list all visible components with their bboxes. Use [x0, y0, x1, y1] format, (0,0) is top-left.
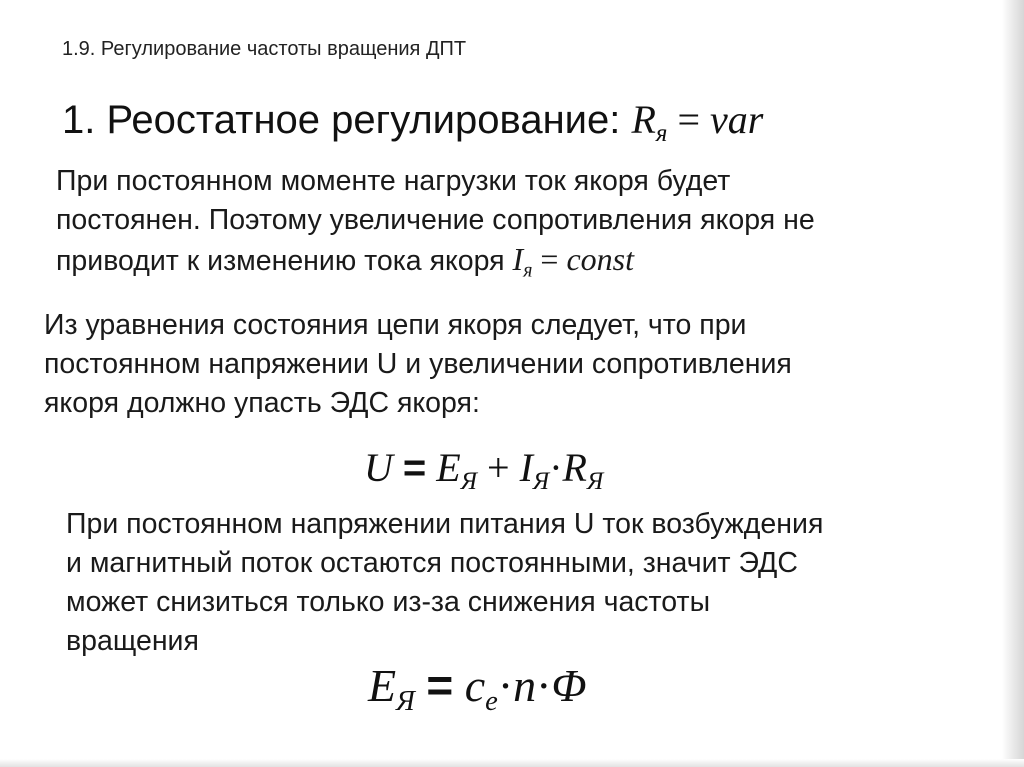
eq2-term-constant-subscript: e: [485, 686, 498, 718]
paragraph-emf-drop: [44, 306, 792, 423]
paragraph-armature-current: [56, 162, 815, 290]
current-formula-relation: =: [540, 241, 559, 277]
paragraph-speed-reduction: [66, 505, 823, 661]
heading-formula-relation: =: [677, 97, 701, 142]
paragraph-line: Из уравнения состояния цепи якоря следует, что при: [44, 309, 747, 341]
slide-heading: [62, 96, 763, 148]
eq1-term-resistance-subscript: Я: [586, 467, 604, 495]
eq1-term-current: I: [519, 445, 533, 490]
paragraph-line: При постоянном напряжении питания U ток возбуждения: [66, 508, 824, 540]
eq1-term-resistance: R: [562, 445, 587, 490]
slide-frame-shadow-right: [1002, 0, 1024, 767]
eq2-equals: =: [426, 659, 454, 711]
eq2-lhs: E: [368, 660, 397, 711]
paragraph-line: вращения: [66, 625, 199, 657]
eq1-term-emf: E: [436, 445, 461, 490]
current-formula-symbol: I: [512, 241, 524, 277]
eq1-term-current-subscript: Я: [532, 467, 550, 495]
slide-frame-shadow-bottom: [0, 759, 1024, 767]
eq2-term-flux: Φ: [551, 660, 587, 711]
current-formula-subscript: я: [523, 259, 533, 282]
heading-formula-value: var: [710, 97, 764, 142]
eq1-lhs: U: [364, 445, 393, 490]
heading-formula-subscript: я: [655, 119, 668, 147]
paragraph-line: приводит к изменению тока якоря: [56, 245, 505, 277]
eq2-dot: ·: [536, 660, 552, 711]
heading-text: 1. Реостатное регулирование:: [62, 98, 621, 142]
paragraph-line: якоря должно упасть ЭДС якоря:: [44, 387, 480, 419]
eq1-plus: +: [487, 445, 510, 490]
paragraph-line: постоянен. Поэтому увеличение сопротивления якоря не: [56, 204, 815, 236]
slide-subtitle: 1.9. Регулирование частоты вращения ДПТ: [62, 38, 467, 60]
paragraph-line: может снизиться только из-за снижения частоты: [66, 586, 711, 618]
paragraph-line: При постоянном моменте нагрузки ток якоря будет: [56, 165, 731, 197]
eq1-equals: =: [402, 446, 427, 490]
eq2-term-constant: c: [464, 660, 486, 711]
eq2-lhs-subscript: Я: [396, 686, 415, 718]
armature-circuit-equation: [364, 444, 603, 496]
paragraph-line-with-formula: [56, 240, 815, 290]
emf-equation: [368, 658, 587, 718]
eq2-dot: ·: [497, 660, 514, 711]
eq1-term-emf-subscript: Я: [460, 467, 477, 495]
current-formula-value: const: [566, 241, 635, 277]
current-formula: [512, 241, 635, 282]
eq1-dot: ·: [549, 445, 563, 490]
eq2-term-speed: n: [513, 660, 537, 711]
heading-formula: [631, 97, 764, 147]
heading-formula-symbol: R: [631, 97, 656, 142]
paragraph-line: и магнитный поток остаются постоянными, значит ЭДС: [66, 547, 798, 579]
paragraph-line: постоянном напряжении U и увеличении сопротивления: [44, 348, 792, 380]
